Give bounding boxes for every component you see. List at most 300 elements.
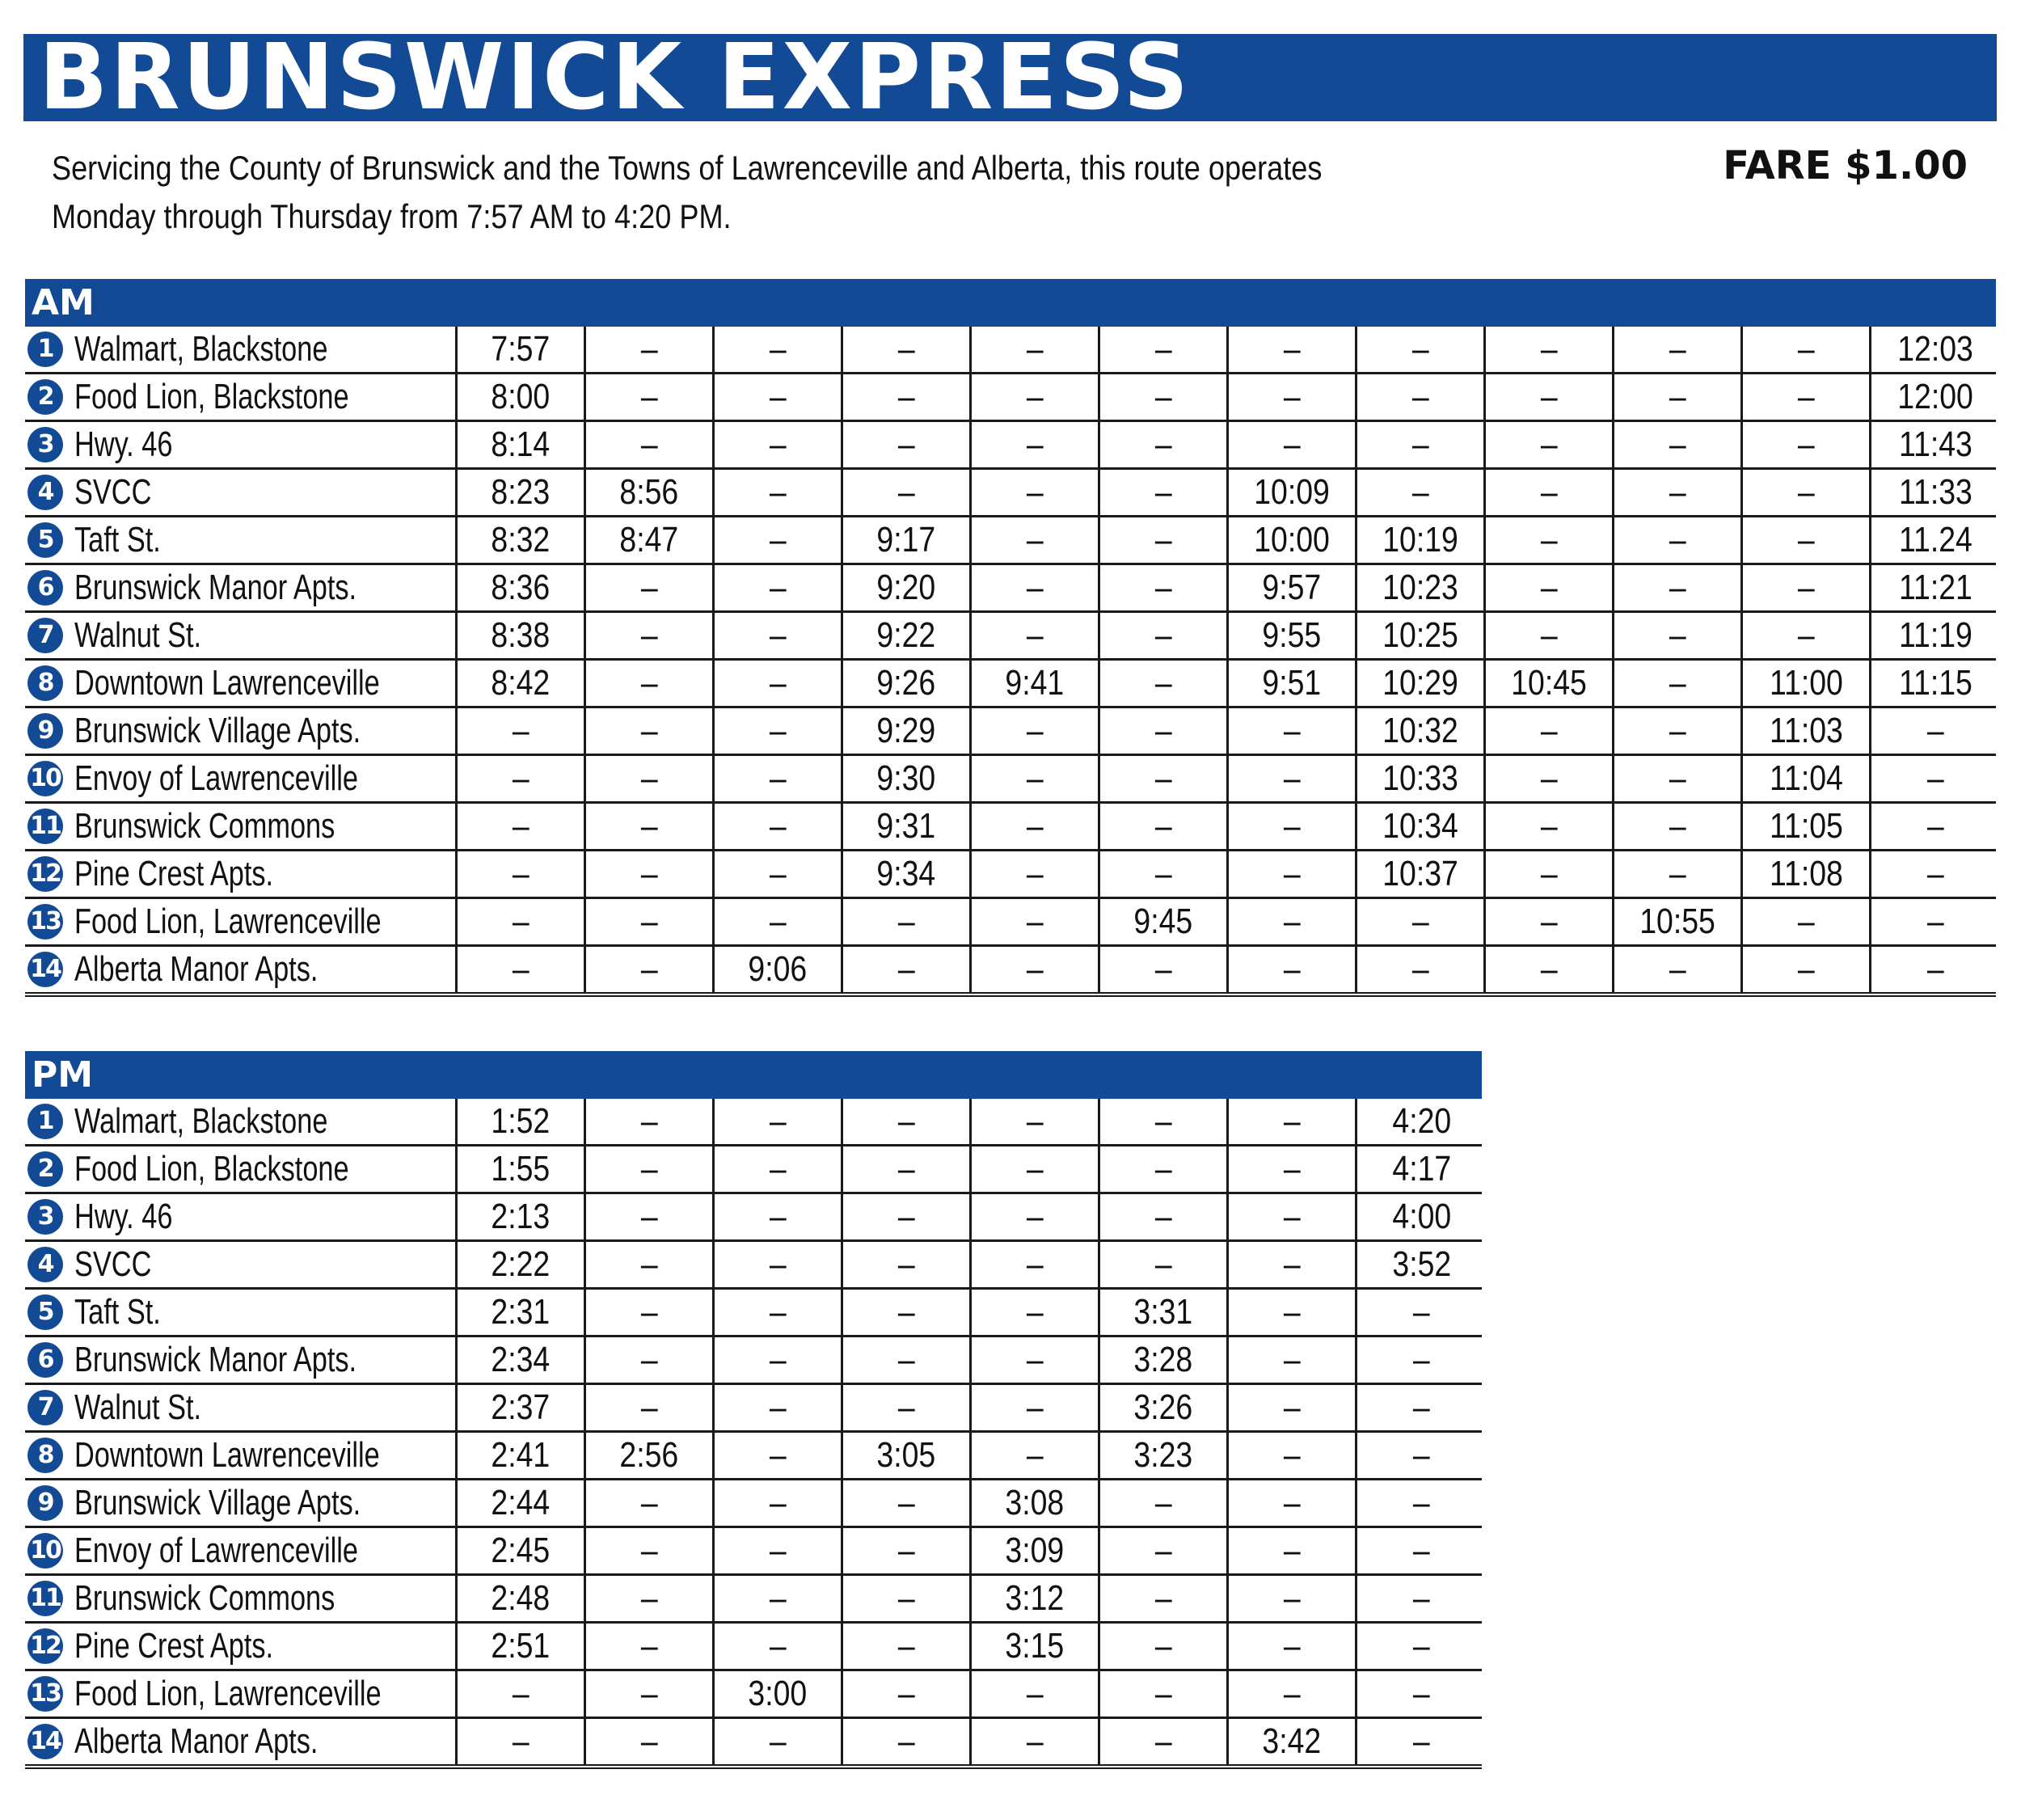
time-cell: [1229, 470, 1357, 515]
time-cell: [1357, 1433, 1486, 1478]
time-cell: [586, 613, 715, 658]
time-value: –: [1797, 615, 1815, 655]
time-cell: [458, 756, 586, 801]
stop-number-badge: 9: [27, 1485, 63, 1521]
time-cell: [458, 1337, 586, 1383]
time-value: 2:51: [491, 1626, 551, 1666]
time-cell: [715, 1480, 843, 1526]
time-cell: [586, 1480, 715, 1526]
time-cell: [1357, 1480, 1486, 1526]
time-value: –: [1540, 615, 1558, 655]
time-value: –: [1411, 424, 1429, 464]
time-value: –: [1154, 472, 1172, 512]
pm-header: [25, 1051, 1482, 1099]
time-value: –: [640, 329, 658, 369]
time-value: –: [1927, 758, 1944, 798]
time-value: –: [769, 568, 787, 607]
time-cell: [586, 327, 715, 372]
time-cell: [458, 374, 586, 420]
time-value: –: [769, 806, 787, 846]
time-value: –: [1413, 1578, 1430, 1618]
time-cell: [1614, 422, 1743, 467]
time-value: –: [1413, 1483, 1430, 1522]
time-cell: [586, 1719, 715, 1764]
time-cell: [1614, 899, 1743, 944]
table-row: [25, 470, 1996, 517]
time-value: –: [897, 1626, 915, 1666]
time-value: 2:22: [491, 1244, 551, 1284]
time-cell: [972, 1290, 1100, 1335]
time-cell: [1614, 804, 1743, 849]
time-cell: [1871, 517, 2000, 563]
time-value: –: [1026, 1101, 1044, 1141]
time-value: –: [1283, 1340, 1301, 1379]
time-value: 9:55: [1262, 615, 1322, 655]
stop-cell: [25, 1528, 458, 1573]
time-cell: [458, 1290, 586, 1335]
stop-number-badge: 7: [27, 618, 63, 653]
time-cell: [715, 1242, 843, 1287]
time-cell: [1614, 756, 1743, 801]
time-cell: [972, 1385, 1100, 1430]
time-value: 11:00: [1769, 663, 1843, 703]
time-value: 9:22: [876, 615, 936, 655]
time-value: –: [1154, 568, 1172, 607]
stop-cell: [25, 1385, 458, 1430]
time-value: 2:44: [491, 1483, 551, 1522]
stop-cell: [25, 1099, 458, 1144]
time-value: 8:14: [491, 424, 551, 464]
time-cell: [1100, 756, 1229, 801]
time-cell: [586, 708, 715, 754]
time-cell: [1486, 565, 1614, 610]
time-value: –: [1154, 854, 1172, 893]
time-value: 9:17: [876, 520, 936, 560]
time-value: 2:34: [491, 1340, 551, 1379]
time-value: –: [1026, 1197, 1044, 1236]
stop-cell: [25, 1624, 458, 1669]
time-cell: [586, 1576, 715, 1621]
time-cell: [715, 708, 843, 754]
time-cell: [458, 1242, 586, 1287]
time-value: –: [1026, 1387, 1044, 1427]
time-cell: [843, 517, 972, 563]
time-value: –: [1927, 711, 1944, 750]
time-value: 9:20: [876, 568, 936, 607]
stop-name: Taft St.: [74, 1292, 161, 1332]
time-cell: [972, 1099, 1100, 1144]
time-value: –: [1026, 520, 1044, 560]
time-value: –: [1283, 377, 1301, 416]
time-cell: [586, 899, 715, 944]
time-cell: [843, 422, 972, 467]
time-value: –: [512, 949, 530, 989]
time-cell: [843, 1290, 972, 1335]
time-value: 10:00: [1254, 520, 1330, 560]
time-value: –: [769, 711, 787, 750]
time-value: –: [1283, 1292, 1301, 1332]
stop-number-badge: 14: [27, 1724, 63, 1759]
fare-label: FARE $1.00: [1723, 143, 1968, 188]
time-value: –: [640, 1197, 658, 1236]
time-value: 3:28: [1133, 1340, 1193, 1379]
time-cell: [1871, 374, 2000, 420]
stop-number-badge: 12: [27, 856, 63, 892]
time-cell: [972, 422, 1100, 467]
stop-cell: [25, 1290, 458, 1335]
time-value: –: [897, 1578, 915, 1618]
stop-name: Alberta Manor Apts.: [74, 949, 319, 989]
time-value: 10:45: [1511, 663, 1587, 703]
time-value: –: [512, 711, 530, 750]
time-value: –: [1411, 377, 1429, 416]
stop-cell: [25, 661, 458, 706]
time-value: –: [897, 329, 915, 369]
time-value: –: [769, 1292, 787, 1332]
time-value: 9:06: [748, 949, 808, 989]
stop-name: Walnut St.: [74, 1387, 202, 1427]
stop-number-badge: 8: [27, 1438, 63, 1473]
time-cell: [1100, 422, 1229, 467]
time-value: –: [1927, 949, 1944, 989]
time-cell: [1100, 947, 1229, 992]
time-value: –: [640, 615, 658, 655]
stop-number-badge: 8: [27, 665, 63, 701]
time-value: –: [1026, 568, 1044, 607]
time-value: –: [512, 854, 530, 893]
time-cell: [1100, 1480, 1229, 1526]
time-cell: [1100, 1433, 1229, 1478]
time-cell: [1100, 804, 1229, 849]
time-cell: [458, 1146, 586, 1192]
time-value: 9:26: [876, 663, 936, 703]
time-cell: [1486, 708, 1614, 754]
time-cell: [1871, 422, 2000, 467]
stop-name: Brunswick Village Apts.: [74, 1483, 361, 1522]
table-row: [25, 851, 1996, 899]
time-cell: [1229, 565, 1357, 610]
time-cell: [972, 1528, 1100, 1573]
table-row: [25, 804, 1996, 851]
time-value: –: [1540, 329, 1558, 369]
stop-cell: [25, 374, 458, 420]
time-value: –: [1026, 1721, 1044, 1761]
stop-cell: [25, 1242, 458, 1287]
time-value: 8:38: [491, 615, 551, 655]
time-value: –: [1026, 1149, 1044, 1189]
time-value: –: [1540, 758, 1558, 798]
table-row: [25, 1576, 1482, 1624]
table-row: [25, 1290, 1482, 1337]
time-value: –: [1026, 854, 1044, 893]
time-value: –: [1026, 1435, 1044, 1475]
time-value: 8:47: [619, 520, 679, 560]
time-value: –: [1283, 1387, 1301, 1427]
time-cell: [1229, 1480, 1357, 1526]
time-value: –: [1283, 854, 1301, 893]
time-value: 3:42: [1262, 1721, 1322, 1761]
time-cell: [972, 470, 1100, 515]
stop-cell: [25, 804, 458, 849]
time-value: –: [1154, 949, 1172, 989]
time-value: 11:15: [1899, 663, 1972, 703]
time-value: –: [769, 1197, 787, 1236]
time-value: 11:19: [1899, 615, 1972, 655]
time-cell: [586, 470, 715, 515]
time-cell: [1614, 374, 1743, 420]
time-value: –: [769, 1149, 787, 1189]
time-cell: [1486, 756, 1614, 801]
time-cell: [1614, 517, 1743, 563]
time-cell: [1100, 708, 1229, 754]
table-row: [25, 1671, 1482, 1719]
time-value: 2:45: [491, 1531, 551, 1570]
time-value: –: [1669, 806, 1686, 846]
stop-number-badge: 3: [27, 1199, 63, 1235]
time-cell: [586, 422, 715, 467]
stop-number-badge: 2: [27, 1151, 63, 1187]
time-cell: [1486, 374, 1614, 420]
time-cell: [1357, 1290, 1486, 1335]
table-row: [25, 422, 1996, 470]
time-cell: [715, 1337, 843, 1383]
time-value: –: [897, 1244, 915, 1284]
time-value: –: [640, 949, 658, 989]
time-cell: [972, 661, 1100, 706]
time-value: –: [640, 1674, 658, 1713]
time-value: –: [1283, 1149, 1301, 1189]
time-cell: [458, 470, 586, 515]
time-cell: [843, 1146, 972, 1192]
time-value: –: [1411, 329, 1429, 369]
time-value: –: [1026, 758, 1044, 798]
time-value: –: [1154, 1531, 1172, 1570]
time-cell: [1743, 851, 1871, 897]
time-cell: [1743, 327, 1871, 372]
time-cell: [458, 327, 586, 372]
time-value: –: [1797, 902, 1815, 941]
stop-name: Walnut St.: [74, 615, 202, 655]
time-value: –: [1283, 806, 1301, 846]
time-cell: [1229, 1528, 1357, 1573]
description-line: Monday through Thursday from 7:57 AM to 4:20 PM.: [52, 197, 732, 235]
stop-name: Food Lion, Blackstone: [74, 1149, 349, 1189]
stop-name: Walmart, Blackstone: [74, 1101, 328, 1141]
time-cell: [1100, 613, 1229, 658]
time-value: –: [1154, 1721, 1172, 1761]
time-value: 4:00: [1392, 1197, 1451, 1236]
time-cell: [1357, 1719, 1486, 1764]
time-cell: [1100, 517, 1229, 563]
time-value: –: [640, 711, 658, 750]
time-cell: [1743, 661, 1871, 706]
time-cell: [458, 1624, 586, 1669]
time-cell: [1229, 1624, 1357, 1669]
table-row: [25, 1719, 1482, 1769]
time-cell: [843, 1194, 972, 1239]
time-value: –: [769, 854, 787, 893]
time-cell: [586, 1433, 715, 1478]
stop-name: Brunswick Manor Apts.: [74, 568, 357, 607]
time-cell: [715, 804, 843, 849]
time-value: 9:30: [876, 758, 936, 798]
time-value: –: [1154, 1197, 1172, 1236]
time-value: –: [1413, 1387, 1430, 1427]
time-cell: [458, 661, 586, 706]
time-value: 2:31: [491, 1292, 551, 1332]
time-value: –: [512, 1674, 530, 1713]
time-cell: [586, 1671, 715, 1717]
time-value: –: [1154, 1674, 1172, 1713]
time-cell: [586, 1528, 715, 1573]
time-cell: [586, 374, 715, 420]
time-value: –: [1413, 1626, 1430, 1666]
time-value: 3:08: [1005, 1483, 1065, 1522]
stop-number-badge: 1: [27, 1104, 63, 1139]
stop-cell: [25, 1480, 458, 1526]
time-cell: [1743, 947, 1871, 992]
time-cell: [972, 374, 1100, 420]
time-cell: [972, 1671, 1100, 1717]
stop-cell: [25, 1337, 458, 1383]
time-cell: [1486, 517, 1614, 563]
time-cell: [1743, 613, 1871, 658]
time-cell: [458, 1194, 586, 1239]
time-value: –: [640, 854, 658, 893]
time-value: –: [769, 758, 787, 798]
time-cell: [843, 804, 972, 849]
time-value: –: [640, 1244, 658, 1284]
time-value: 9:51: [1262, 663, 1322, 703]
stop-cell: [25, 708, 458, 754]
time-value: 10:32: [1382, 711, 1458, 750]
time-value: –: [1669, 711, 1686, 750]
time-value: –: [1669, 424, 1686, 464]
time-value: 9:29: [876, 711, 936, 750]
time-cell: [1100, 1099, 1229, 1144]
time-cell: [1871, 661, 2000, 706]
pm-rows: [25, 1099, 1482, 1769]
time-value: –: [897, 1387, 915, 1427]
stop-number-badge: 6: [27, 570, 63, 606]
time-cell: [843, 565, 972, 610]
time-value: –: [1283, 1197, 1301, 1236]
table-row: [25, 708, 1996, 756]
time-value: –: [1154, 424, 1172, 464]
time-cell: [843, 327, 972, 372]
time-cell: [1486, 661, 1614, 706]
time-cell: [715, 1194, 843, 1239]
time-cell: [715, 470, 843, 515]
stop-name: Food Lion, Lawrenceville: [74, 1674, 382, 1713]
time-cell: [715, 947, 843, 992]
stop-number-badge: 13: [27, 904, 63, 940]
time-value: –: [1283, 902, 1301, 941]
time-value: –: [769, 902, 787, 941]
stop-number-badge: 4: [27, 1247, 63, 1282]
time-value: 9:57: [1262, 568, 1322, 607]
time-value: 3:15: [1005, 1626, 1065, 1666]
time-cell: [1229, 327, 1357, 372]
time-cell: [1229, 708, 1357, 754]
time-cell: [586, 1194, 715, 1239]
time-cell: [843, 1624, 972, 1669]
stop-name: Walmart, Blackstone: [74, 329, 328, 369]
time-value: –: [1411, 902, 1429, 941]
time-value: 10:29: [1382, 663, 1458, 703]
time-cell: [1357, 947, 1486, 992]
table-row: [25, 327, 1996, 374]
time-cell: [458, 1528, 586, 1573]
time-cell: [715, 517, 843, 563]
stop-name: Envoy of Lawrenceville: [74, 758, 359, 798]
time-value: –: [1669, 520, 1686, 560]
time-value: –: [1411, 949, 1429, 989]
time-cell: [1357, 1576, 1486, 1621]
time-value: –: [1540, 520, 1558, 560]
page-title: BRUNSWICK EXPRESS: [39, 25, 1192, 130]
time-cell: [715, 1528, 843, 1573]
time-value: –: [769, 424, 787, 464]
time-cell: [586, 1146, 715, 1192]
time-cell: [458, 1433, 586, 1478]
time-value: 8:56: [619, 472, 679, 512]
time-value: –: [512, 806, 530, 846]
time-value: –: [1283, 1244, 1301, 1284]
table-row: [25, 947, 1996, 997]
time-value: –: [1669, 615, 1686, 655]
am-label: AM: [32, 282, 95, 323]
time-cell: [1229, 1242, 1357, 1287]
time-cell: [715, 1290, 843, 1335]
time-value: –: [1154, 806, 1172, 846]
table-row: [25, 1194, 1482, 1242]
time-cell: [1357, 327, 1486, 372]
time-cell: [1100, 1290, 1229, 1335]
time-cell: [843, 374, 972, 420]
time-cell: [972, 517, 1100, 563]
stop-cell: [25, 1576, 458, 1621]
time-value: 2:56: [619, 1435, 679, 1475]
stop-cell: [25, 613, 458, 658]
time-value: –: [1283, 1435, 1301, 1475]
stop-name: Hwy. 46: [74, 1197, 173, 1236]
time-value: –: [1797, 377, 1815, 416]
time-value: –: [769, 520, 787, 560]
time-cell: [972, 851, 1100, 897]
time-cell: [1100, 851, 1229, 897]
time-cell: [715, 899, 843, 944]
stop-number-badge: 14: [27, 952, 63, 987]
time-value: –: [1540, 424, 1558, 464]
time-value: 8:42: [491, 663, 551, 703]
stop-number-badge: 7: [27, 1390, 63, 1425]
time-cell: [715, 1671, 843, 1717]
time-cell: [1614, 327, 1743, 372]
stop-number-badge: 10: [27, 761, 63, 796]
time-value: 10:33: [1382, 758, 1458, 798]
time-value: 4:20: [1392, 1101, 1451, 1141]
time-value: –: [1283, 1626, 1301, 1666]
time-value: –: [1026, 1674, 1044, 1713]
stop-name: Downtown Lawrenceville: [74, 663, 380, 703]
time-cell: [715, 1146, 843, 1192]
time-value: –: [1540, 711, 1558, 750]
time-value: 10:37: [1382, 854, 1458, 893]
time-value: –: [640, 806, 658, 846]
time-value: 3:52: [1392, 1244, 1451, 1284]
time-value: 11:33: [1899, 472, 1972, 512]
